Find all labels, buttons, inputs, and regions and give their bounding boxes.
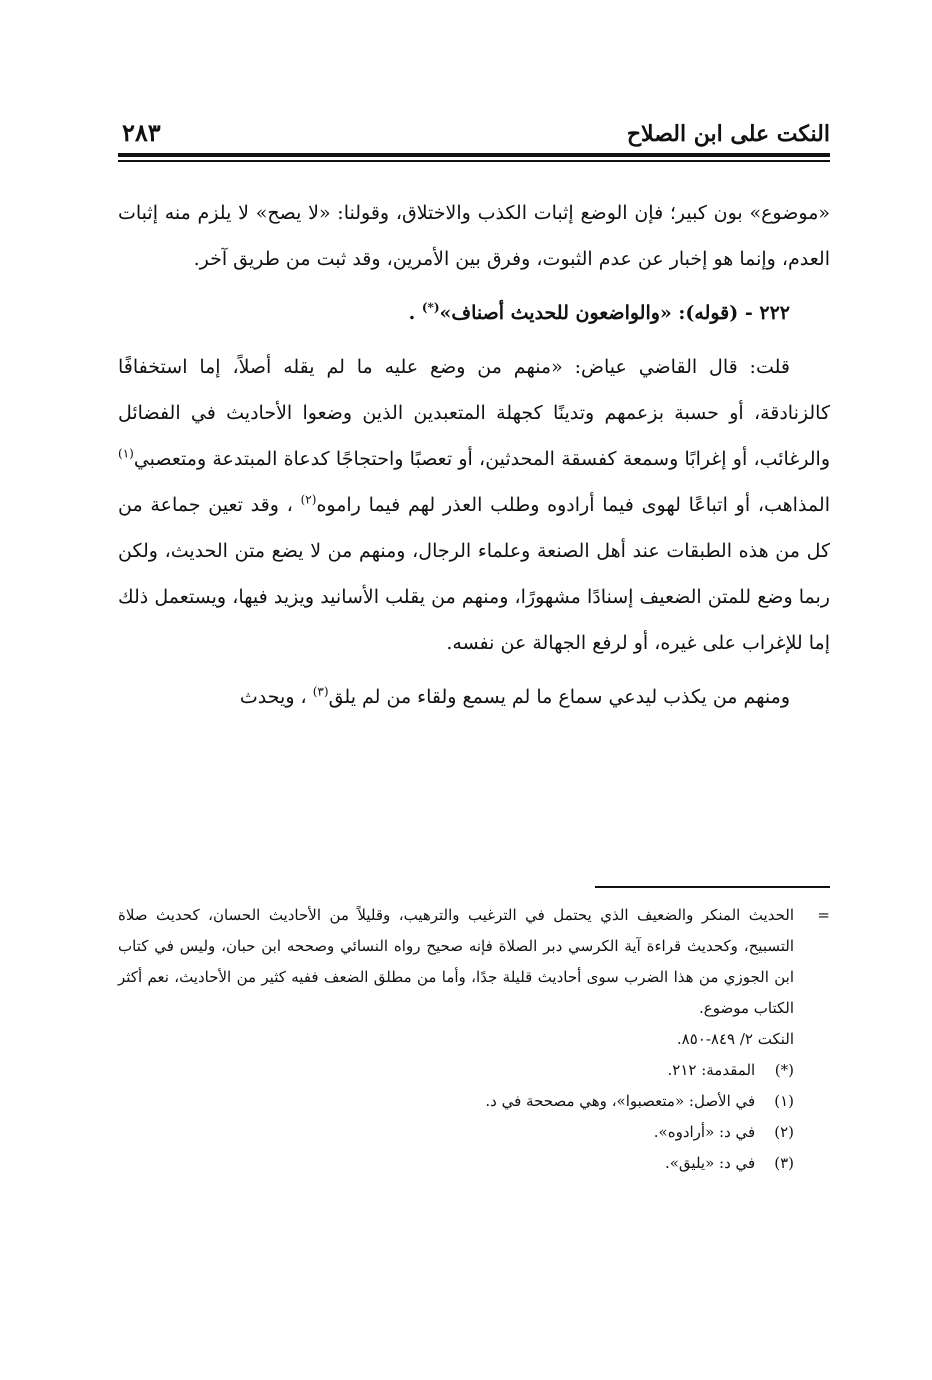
heading-footnote-mark: (*) — [421, 300, 440, 315]
footnote-text: المقدمة: ٢١٢. — [667, 1061, 756, 1079]
footnote-item — [118, 1148, 830, 1179]
paragraph-3-part-a: قلت: قال القاضي عياض: «منهم من وضع عليه ما لم يقله أصلاً، إما استخفافًا كالزنادقة، أو حسبة بزعمهم وتدينًا كجهلة المتعبدين الذين وضعوا الأحاديث في الفضائل والرغائب، أو إغرابًا وسمعة كفسقة المحدثين، أو تعصبًا واحتجاجًا كدعاة المبتدعة ومتعصبي — [118, 356, 830, 470]
footnote-mark: (*) — [774, 1061, 794, 1079]
footnote-item — [118, 1055, 830, 1086]
footnote-mark: (٢) — [774, 1123, 794, 1141]
continuation-text: الحديث المنكر والضعيف الذي يحتمل في الترغيب والترهيب، وقليلاً من الأحاديث الحسان، كحديث صلاة التسبيح، وكحديث قراءة آية الكرسي دبر الصلاة فإنه صحيح رواه النسائي وصححه ابن حبان، وليس في كتاب ابن الجوزي من هذا الضرب سوى أحاديث قليلة جدًا، وأما من مطلق الضعف ففيه كثير من الأحاديث، نعم أكثر الكتاب موضوع. — [118, 906, 794, 1017]
paragraph-4 — [118, 674, 830, 720]
main-text — [118, 190, 830, 728]
section-heading — [118, 290, 830, 336]
page-header — [118, 118, 830, 154]
header-rule-thick — [118, 153, 830, 157]
footnote-ref-2: (٢) — [300, 492, 317, 507]
paragraph-3-part-c: ، وقد تعين جماعة من كل من هذه الطبقات عند أهل الصنعة وعلماء الرجال، ومنهم من لا يضع متن الحديث، ولكن ربما وضع للمتن الضعيف إسنادًا مشهورًا، ومنهم من يقلب الأسانيد ويزيد فيها، ويستعمل ذلك إما للإغراب على غيره، أو لرفع الجهالة عن نفسه. — [118, 494, 830, 654]
book-page — [118, 118, 830, 1172]
footnote-item — [118, 1117, 830, 1148]
paragraph-4-part-a: ومنهم من يكذب ليدعي سماع ما لم يسمع ولقاء من لم يلق — [328, 686, 790, 708]
footnote-ref-1: (١) — [118, 446, 134, 461]
paragraph-3 — [118, 344, 830, 666]
footnote-mark: (٣) — [774, 1154, 794, 1172]
heading-text: ٢٢٢ - (قوله): «والواضعون للحديث أصناف» — [439, 302, 790, 324]
continuation-source: النكت ٢/ ٨٤٩-٨٥٠. — [676, 1030, 794, 1048]
running-title: النكت على ابن الصلاح — [626, 121, 830, 147]
footnote-text: في الأصل: «متعصبوا»، وهي مصححة في د. — [485, 1092, 756, 1110]
footnote-mark: (١) — [774, 1092, 794, 1110]
footnote-text: في د: «أرادوه». — [653, 1123, 756, 1141]
footnote-ref-3: (٣) — [312, 684, 329, 699]
footnote-continuation — [118, 900, 830, 1055]
paragraph-4-part-b: ، ويحدث — [239, 686, 307, 708]
continuation-marker: = — [817, 906, 830, 924]
footnote-item — [118, 1086, 830, 1117]
paragraph-3-part-b: المذاهب، أو اتباعًا لهوى فيما أرادوه وطلب العذر لهم فيما راموه — [316, 494, 830, 516]
footnote-separator — [595, 886, 830, 888]
paragraph-1: «موضوع» بون كبير؛ فإن الوضع إثبات الكذب والاختلاق، وقولنا: «لا يصح» لا يلزم منه إثبات العدم، وإنما هو إخبار عن عدم الثبوت، وفرق بين الأمرين، وقد ثبت من طريق آخر. — [118, 202, 830, 270]
footnote-text: في د: «يليق». — [664, 1154, 756, 1172]
page-number: ٢٨٣ — [122, 118, 161, 147]
footnotes — [118, 900, 830, 1179]
header-rule-thin — [118, 160, 830, 162]
heading-end: . — [408, 302, 416, 324]
